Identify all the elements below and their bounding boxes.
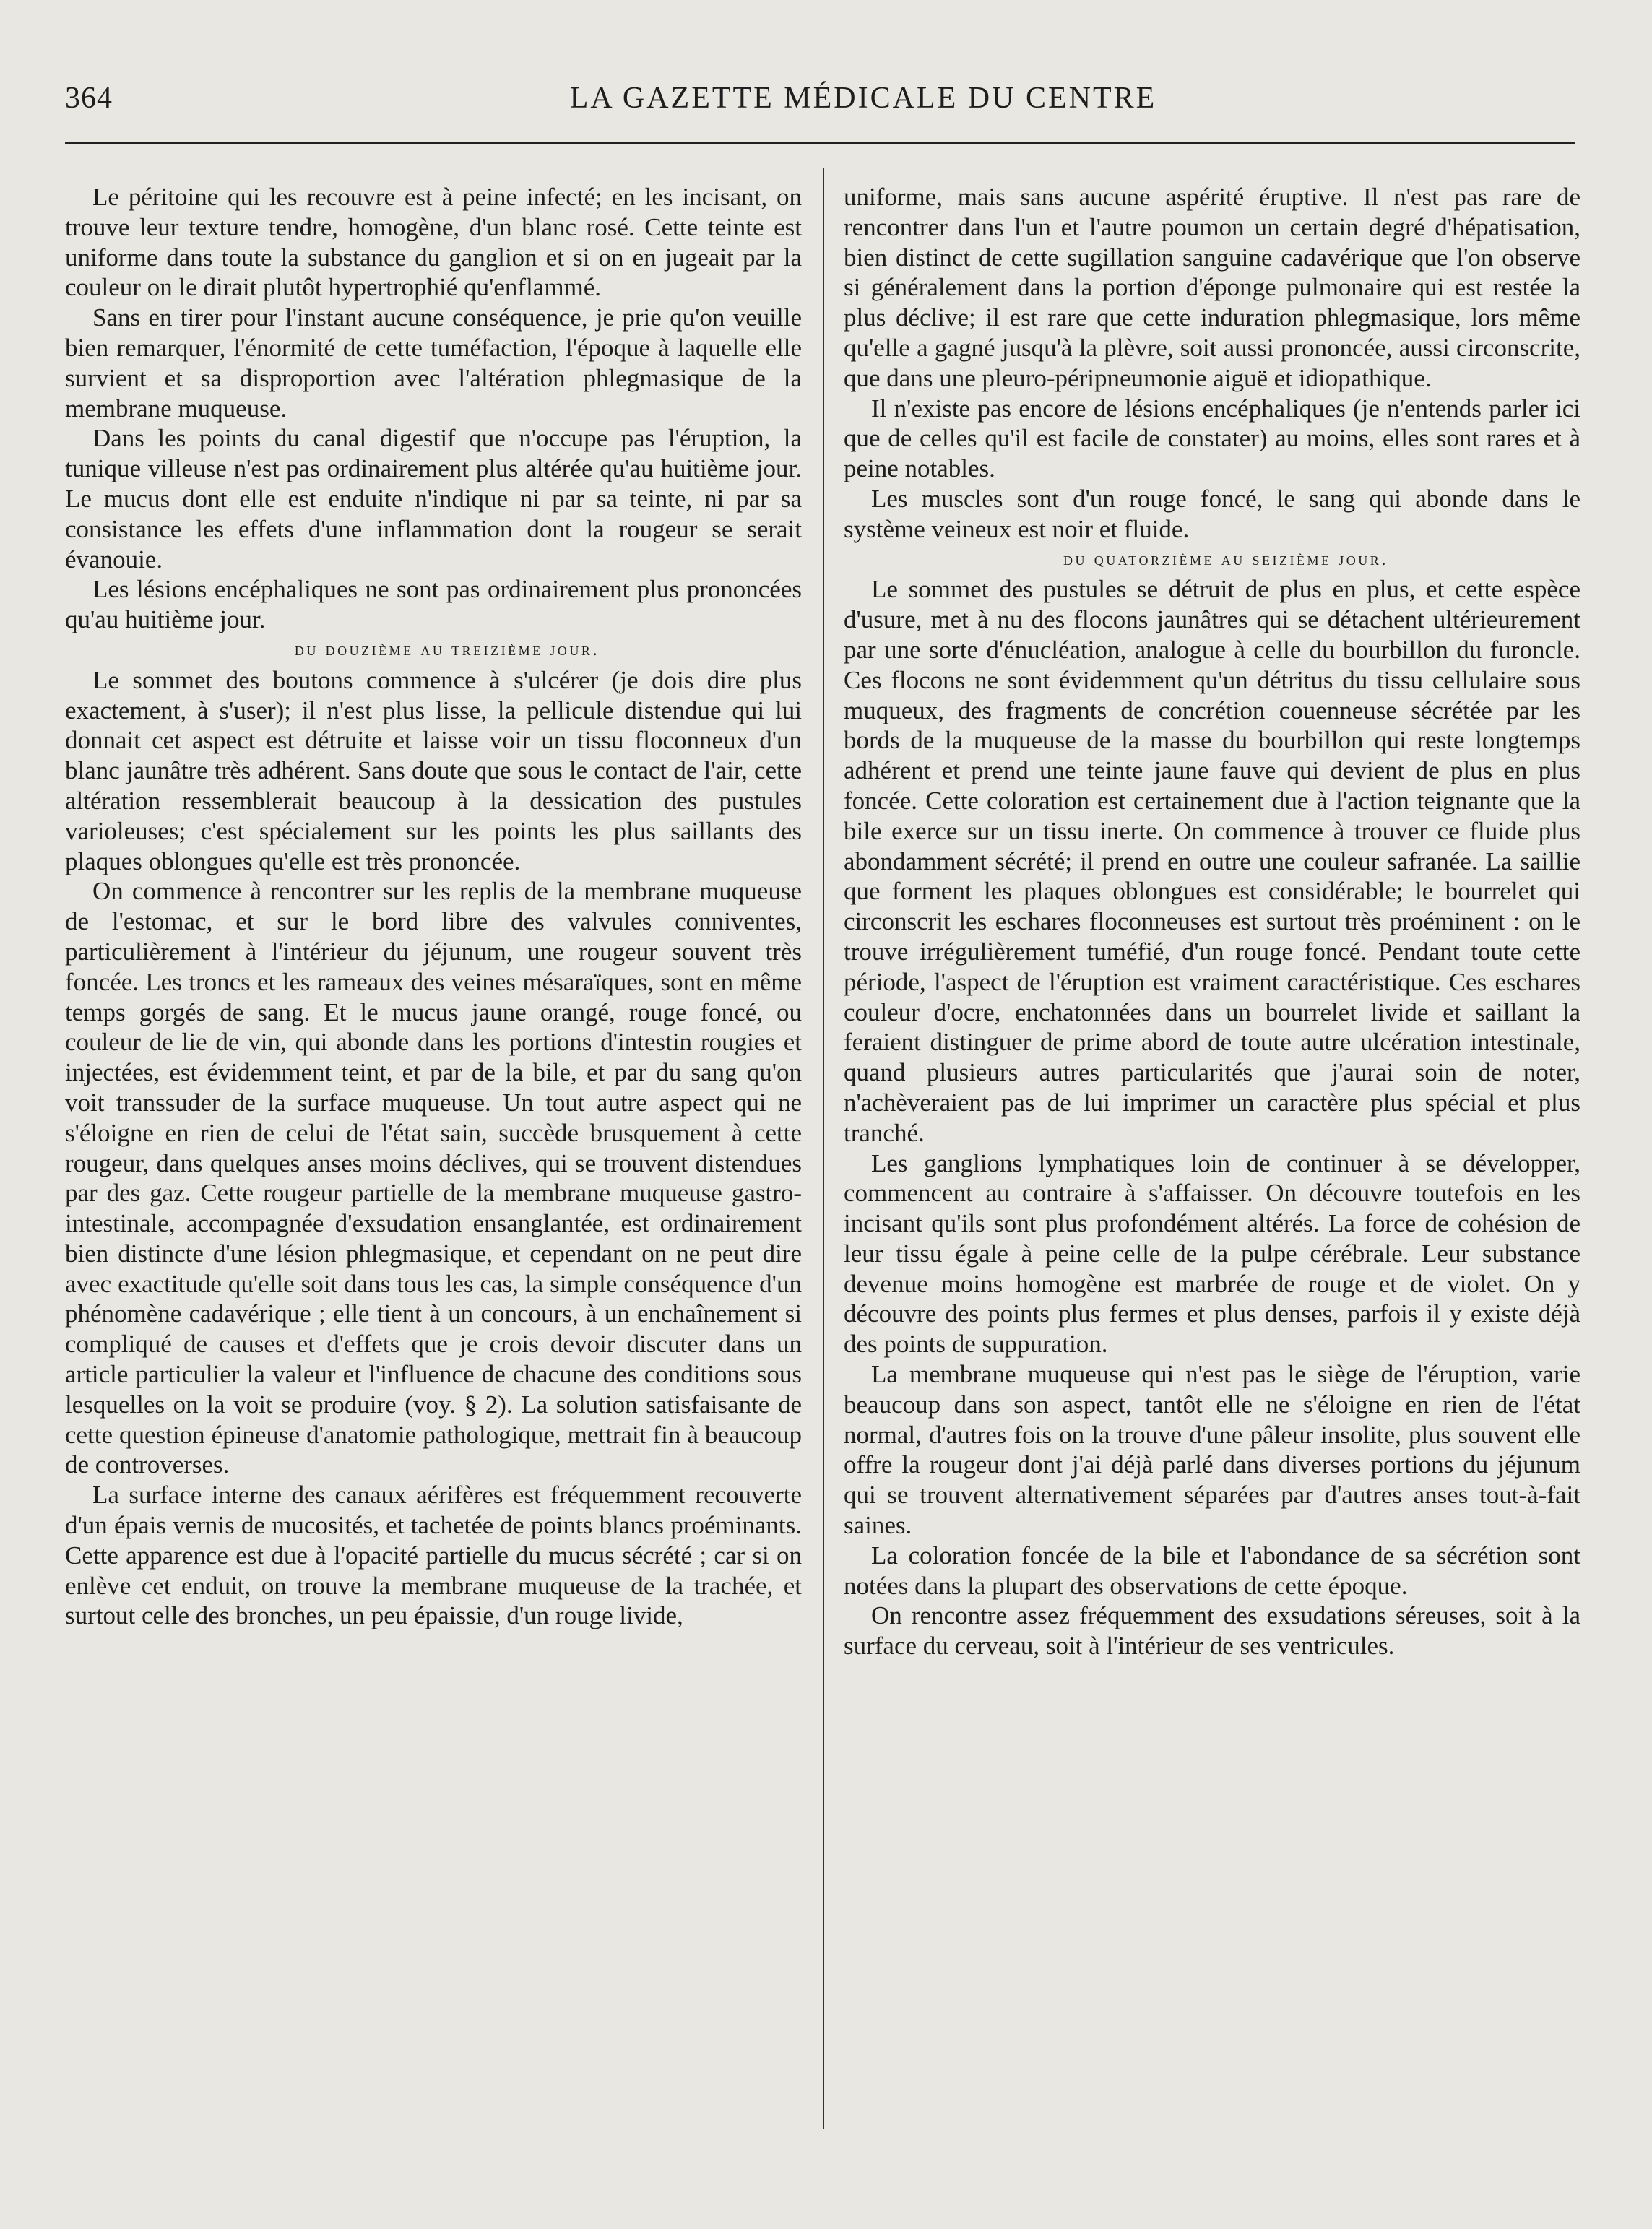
paragraph: Les lésions encéphaliques ne sont pas ordinairement plus prononcées qu'au huitième jour. <box>65 575 802 634</box>
paragraph: Le sommet des boutons commence à s'ulcérer (je dois dire plus exactement, à s'user); il n'est plus lisse, la pellicule distendue qui lui donnait cet aspect est détruite et laisse voir un tissu floconneux d'un blanc jaunâtre très adhérent. Sans doute que sous le contact de l'air, cette altération ressemblerait beaucoup à la dessication des pustules varioleuses; c'est spécialement sur les points les plus saillants des plaques oblongues qu'elle est très prononcée. <box>65 665 802 875</box>
paragraph: Le péritoine qui les recouvre est à peine infecté; en les incisant, on trouve leur texture tendre, homogène, d'un blanc rosé. Cette teinte est uniforme dans toute la substance du ganglion et si on en jugeait par la couleur on le dirait plutôt hypertrophié qu'enflammé. <box>65 183 802 302</box>
left-column <box>65 182 802 1631</box>
paragraph: Dans les points du canal digestif que n'occupe pas l'éruption, la tunique villeuse n'est pas ordinairement plus altérée qu'au huitième jour. Le mucus dont elle est enduite n'indique ni par sa teinte, ni par sa consistance les effets d'une inflammation dont la rougeur se serait évanouie. <box>65 424 802 574</box>
paragraph: Les muscles sont d'un rouge foncé, le sang qui abonde dans le système veineux est noir et fluide. <box>844 484 1580 543</box>
paragraph: Il n'existe pas encore de lésions encéphaliques (je n'entends parler ici que de celles qu'il est facile de constater) au moins, elles sont rares et à peine notables. <box>844 394 1580 483</box>
paragraph: Le sommet des pustules se détruit de plus en plus, et cette espèce d'usure, met à nu des flocons jaunâtres qui se détachent ultérieurement par une sorte d'énucléation, analogue à celle du bourbillon du furoncle. Ces flocons ne sont évidemment qu'un détritus du tissu cellulaire sous muqueux, des fragments de concrétion couenneuse sécrétée par les bords de la muqueuse de la masse du bourbillon qui reste longtemps adhérent et prend une teinte jaune fauve qui devient de plus en plus foncée. Cette coloration est certainement due à l'action teignante que la bile exerce sur un tissu inerte. On commence à trouver ce fluide plus abondamment sécrété; il prend en outre une couleur safranée. La saillie que forment les plaques oblongues est considérable; le bourrelet qui circonscrit les eschares floconneuses est surtout très proéminent : on le trouve irrégulièrement tuméfié, d'un rouge foncé. Pendant toute cette période, l'aspect de l'éruption est vraiment caractéristique. Ces eschares couleur d'ocre, enchatonnées dans un bourrelet livide et saillant la feraient distinguer de prime abord de toute autre ulcération intestinale, quand plusieurs autres particularités que j'aurai soin de noter, n'achèveraient pas de lui imprimer un caractère plus spécial et plus tranché. <box>844 575 1580 1147</box>
paragraph: La coloration foncée de la bile et l'abondance de sa sécrétion sont notées dans la plupart des observations de cette époque. <box>844 1541 1580 1600</box>
paragraph: On commence à rencontrer sur les replis de la membrane muqueuse de l'estomac, et sur le bord libre des valvules conniventes, particulièrement à l'intérieur du jéjunum, une rougeur souvent très foncée. Les troncs et les rameaux des veines mésaraïques, sont en même temps gorgés de sang. Et le mucus jaune orangé, rouge foncé, ou couleur de lie de vin, qui abonde dans les portions d'intestin rougies et injectées, est évidemment teint, et par de la bile, et par du sang qu'on voit transsuder de la surface muqueuse. Un tout autre aspect qui ne s'éloigne en rien de celui de l'état sain, succède brusquement à cette rougeur, dans quelques anses moins déclives, qui se trouvent distendues par des gaz. Cette rougeur partielle de la membrane muqueuse gastro-intestinale, accompagnée d'exsudation ensanglantée, est ordinairement bien distincte d'une lésion phlegmasique, et cependant on ne peut dire avec exactitude qu'elle soit dans tous les cas, la simple conséquence d'un phénomène cadavérique ; elle tient à un concours, à un enchaînement si compliqué de causes et d'effets que je crois devoir discuter dans un article particulier la valeur et l'influence de chacune des conditions sous lesquelles on la voit se produire (voy. § 2). La solution satisfaisante de cette question épineuse d'anatomie pathologique, mettrait fin à beaucoup de controverses. <box>65 877 802 1479</box>
section-heading: du quatorzième au seizième jour. <box>1063 549 1388 569</box>
paragraph: Les ganglions lymphatiques loin de continuer à se développer, commencent au contraire à s'affaisser. On découvre toutefois en les incisant qu'ils sont plus profondément altérés. La force de cohésion de leur tissu égale à peine celle de la pulpe cérébrale. Leur substance devenue moins homogène est marbrée de rouge et de violet. On y découvre des points plus fermes et plus denses, parfois il y existe déjà des points de suppuration. <box>844 1148 1580 1359</box>
paragraph: On rencontre assez fréquemment des exsudations séreuses, soit à la surface du cerveau, soit à l'intérieur de ses ventricules. <box>844 1601 1580 1661</box>
paragraph: Sans en tirer pour l'instant aucune conséquence, je prie qu'on veuille bien remarquer, l'énormité de cette tuméfaction, l'époque à laquelle elle survient et sa disproportion avec l'altération phlegmasique de la membrane muqueuse. <box>65 303 802 423</box>
right-column <box>844 182 1580 1661</box>
page-header <box>65 81 1575 131</box>
running-title: LA GAZETTE MÉDICALE DU CENTRE <box>569 82 1157 115</box>
header-rule <box>65 142 1575 144</box>
paragraph: uniforme, mais sans aucune aspérité éruptive. Il n'est pas rare de rencontrer dans l'un et l'autre poumon un certain degré d'hépatisation, bien distinct de cette sugillation sanguine cadavérique que l'on observe si généralement dans la portion d'éponge pulmonaire qui est restée la plus déclive; il est rare que cette induration phlegmasique, lors même qu'elle a gagné jusqu'à la plèvre, soit aussi prononcée, aussi circonscrite, que dans une pleuro-péripneumonie aiguë et idiopathique. <box>844 183 1580 392</box>
page-number: 364 <box>65 82 113 115</box>
section-heading: du douzième au treizième jour. <box>294 639 600 659</box>
paragraph: La membrane muqueuse qui n'est pas le siège de l'éruption, varie beaucoup dans son aspect, tantôt elle ne s'éloigne en rien de l'état normal, d'autres fois on la trouve d'une pâleur insolite, plus souvent elle offre la rougeur dont j'ai déjà parlé dans diverses portions du jéjunum qui se trouvent alternativement séparées par d'autres anses tout-à-fait saines. <box>844 1360 1580 1540</box>
paragraph: La surface interne des canaux aérifères est fréquemment recouverte d'un épais vernis de mucosités, et tachetée de points blancs proéminants. Cette apparence est due à l'opacité partielle du mucus sécrété ; car si on enlève cet enduit, on trouve la membrane muqueuse de la trachée, et surtout celle des bronches, un peu épaissie, d'un rouge livide, <box>65 1481 802 1630</box>
column-divider <box>823 168 824 2129</box>
